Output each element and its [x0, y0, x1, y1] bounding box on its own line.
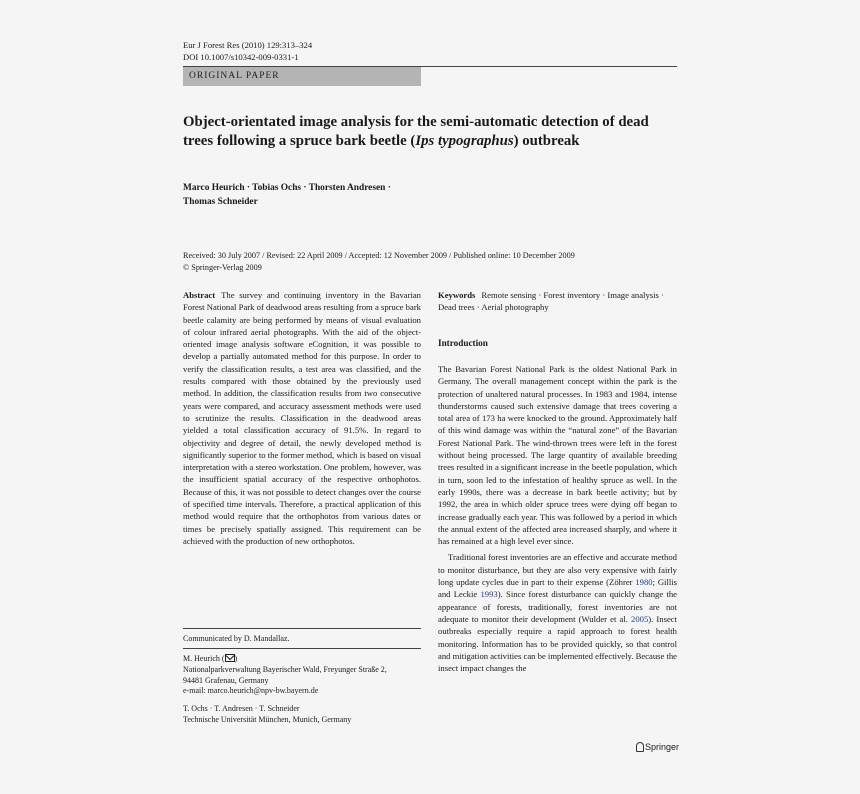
communicated-by: Communicated by D. Mandallaz.: [183, 634, 290, 643]
citation-link[interactable]: 1993: [480, 589, 498, 600]
envelope-icon: [225, 654, 235, 662]
journal-doi[interactable]: DOI 10.1007/s10342-009-0331-1: [183, 52, 299, 62]
affil1-name: M. Heurich (: [183, 654, 225, 663]
authors-line2: Thomas Schneider: [183, 197, 258, 207]
section-label: ORIGINAL PAPER: [183, 67, 421, 86]
title-species: Ips typographus: [415, 132, 514, 149]
footnote-rule-2: [183, 648, 421, 649]
title-part1: Object-orientated image analysis for the semi-automatic detection of dead trees following a spruce bark beetle (: [183, 114, 649, 149]
affil1-email[interactable]: e-mail: marco.heurich@npv-bw.bayern.de: [183, 686, 319, 696]
abstract-label: Abstract: [183, 290, 216, 300]
footnote-rule: [183, 628, 421, 629]
publication-dates: [183, 250, 677, 273]
author-list: [183, 181, 503, 209]
copyright-line: © Springer-Verlag 2009: [183, 262, 262, 272]
intro-p2-text-c: ). Since forest disturbance can quickly change the appearance of forests, traditionally, forest inventories are not adequate to monitor their development (Wulder et al.: [438, 589, 677, 624]
affil1-institution: Nationalparkverwaltung Bayerischer Wald, Freyunger Straße 2,: [183, 664, 387, 674]
intro-p2-text-a: Traditional forest inventories are an effective and accurate method to monitor disturbance, but they are also very expensive with fairly long update cycles due in part to their expense (Zöhrer: [438, 552, 677, 588]
abstract-text: The survey and continuing inventory in the Bavarian Forest National Park of deadwood areas resulting from a spruce bark beetle calamity are being performed by means of visual evaluation of colour infrared aerial photographs. With the aid of the object-oriented image analysis software eCognition, it was possible to develop a partially automated method for this purpose. In order to verify the classification results, a test area was classified, and the results compared with those obtained by the previously used method. In addition, the classification results from two consecutive years were compared, and accuracy assessment methods were used to scrutinize the results. Classification in the deadwood areas yielded a total classification accuracy of 91.5%. In regard to objectivity and degree of detail, the newly developed method is significantly superior to the former method, which is based on visual interpretation with a stereo workstation. One problem, however, was the insufficient spatial accuracy of the respective orthophotos. Because of this, it was not possible to detect changes over the course of specified time intervals. Therefore, a practical application of this method would require that the orthophotos from various dates or times be precisely spatially assigned. This requirement can be achieved with the production of new orthophotos.: [183, 290, 421, 546]
affiliation-1: [183, 654, 421, 697]
journal-citation: Eur J Forest Res (2010) 129:313–324: [183, 40, 313, 50]
publisher-name: Springer: [645, 742, 680, 752]
keywords: [438, 289, 677, 314]
introduction-body: [438, 363, 677, 674]
authors-line1: Marco Heurich · Tobias Ochs · Thorsten Andresen ·: [183, 183, 391, 193]
keywords-label: Keywords: [438, 290, 476, 300]
affiliation-2: [183, 704, 421, 726]
affil2-institution: Technische Universität München, Munich, Germany: [183, 714, 352, 724]
affil1-name-end: ): [234, 654, 238, 663]
introduction-heading: Introduction: [438, 338, 488, 348]
title-part2: ) outbreak: [513, 132, 580, 149]
affil1-city: 94481 Grafenau, Germany: [183, 675, 269, 685]
intro-paragraph-1: The Bavarian Forest National Park is the oldest National Park in Germany. The overall management concept within the park is the protection of unaltered natural processes. In 1983 and 1984, intense thunderstorms caused such extensive damage that trees covering a total area of 173 ha were knocked to the ground. Approximately half of this wind damage was within the “natural zone” of the Bavarian Forest National Park. The wind-thrown trees were left in the forest without being processed. The large quantity of available breeding trees resulted in a significant increase in the beetle population, which in turn, soon led to the infestation of healthy spruce as well. In the early 1990s, there was a decrease in bark beetle activity; but by 1992, the area in which older spruce trees were dying off began to increase gradually each year. This was followed by a period in which the annual extent of the affected area increased sharply, and where it has remained at a high level ever since.: [438, 364, 677, 547]
intro-paragraph-2: [438, 551, 677, 674]
intro-p2-text-d: ). Insect outbreaks especially require a rapid approach to forest health monitoring. Information has to be provided quickly, so that control and mitigation activities can be implemented effectively. Because the insect impact changes the: [438, 613, 678, 674]
keywords-text: Remote sensing · Forest inventory · Image analysis · Dead trees · Aerial photography: [438, 290, 664, 313]
citation-link[interactable]: 1980: [635, 577, 653, 588]
citation-link[interactable]: 2005: [631, 613, 649, 624]
intro-p2-text-b: ; Gillis and Leckie: [438, 577, 677, 600]
springer-horse-icon: [636, 742, 644, 752]
journal-header: [183, 39, 312, 63]
received-line: Received: 30 July 2007 / Revised: 22 April 2009 / Accepted: 12 November 2009 / Published online: 10 December 2009: [183, 251, 575, 260]
paper-title: [183, 113, 663, 150]
corresponding-author: [183, 654, 421, 665]
abstract: [183, 289, 421, 547]
publisher-logo: [636, 742, 679, 752]
affil2-names: T. Ochs · T. Andresen · T. Schneider: [183, 704, 300, 713]
